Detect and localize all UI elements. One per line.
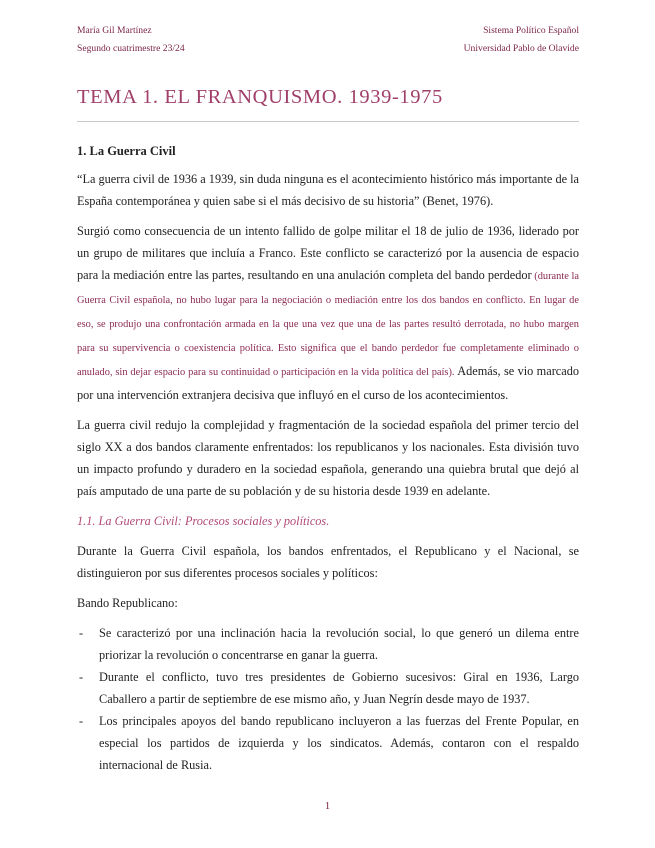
bando-label: Bando Republicano: bbox=[77, 596, 178, 610]
subsection-heading: 1.1. La Guerra Civil: Procesos sociales y políticos. bbox=[77, 514, 330, 528]
page-number: 1 bbox=[324, 800, 331, 812]
document-body bbox=[77, 140, 579, 776]
processes-paragraph: Durante la Guerra Civil española, los bandos enfrentados, el Republicano y el Nacional, se distinguieron por sus diferentes procesos sociales y políticos: bbox=[77, 544, 579, 580]
list-item-text: Durante el conflicto, tuvo tres presidentes de Gobierno sucesivos: Giral en 1936, Largo Caballero a partir de septiembre de ese mismo año, y Juan Negrín desde mayo de 1937. bbox=[99, 670, 579, 706]
document-title: TEMA 1. EL FRANQUISMO. 1939-1975 bbox=[77, 86, 443, 108]
society-paragraph: La guerra civil redujo la complejidad y fragmentación de la sociedad española del primer tercio del siglo XX a dos bandos claramente enfrentados: los republicanos y los nacionales. Esta división tuvo un impacto profundo y duradero en la sociedad española, generando una quiebra brutal que dejó al país amputado de una parte de su población y de su historia desde 1939 en adelante. bbox=[77, 418, 579, 498]
republican-bullet-list bbox=[77, 622, 579, 776]
header-subject: Sistema Político Español bbox=[483, 25, 579, 36]
origin-paragraph bbox=[77, 220, 579, 406]
origin-text-end: Además, se vio marcado por una intervención extranjera decisiva que influyó en el curso de los acontecimientos. bbox=[77, 364, 579, 402]
list-item bbox=[77, 622, 579, 666]
list-item bbox=[77, 666, 579, 710]
quote-paragraph: “La guerra civil de 1936 a 1939, sin duda ninguna es el acontecimiento histórico más importante de la España contemporánea y quien sabe si el más decisivo de su historia” (Benet, 1976). bbox=[77, 172, 579, 208]
title-divider bbox=[77, 121, 579, 122]
origin-text-start: Surgió como consecuencia de un intento fallido de golpe militar el 18 de julio de 1936, liderado por un grupo de militares que incluía a Franco. Este conflicto se caracterizó por la ausencia de espacio para la mediación entre las partes, resultando en una anulación completa del bando perdedor bbox=[77, 224, 579, 282]
section-heading: 1. La Guerra Civil bbox=[77, 144, 176, 158]
header-university: Universidad Pablo de Olavide bbox=[463, 43, 579, 54]
page-header bbox=[77, 22, 579, 58]
header-term: Segundo cuatrimestre 23/24 bbox=[77, 43, 185, 54]
list-item bbox=[77, 710, 579, 776]
bullet-marker: - bbox=[79, 626, 84, 640]
bullet-marker: - bbox=[79, 714, 84, 728]
bullet-marker: - bbox=[79, 670, 84, 684]
origin-explanation-note: (durante la Guerra Civil española, no hubo lugar para la negociación o mediación entre los dos bandos en conflicto. En lugar de eso, se produjo una confrontación armada en la que una vez que una de las partes resultó derrotada, no hubo margen para su supervivencia o coexistencia política. Esto significa que el bando perdedor fue completamente eliminado o anulado, sin dejar espacio para su continuidad o participación en la vida política del país). bbox=[77, 271, 579, 378]
list-item-text: Se caracterizó por una inclinación hacia la revolución social, lo que generó un dilema entre priorizar la revolución o concentrarse en ganar la guerra. bbox=[99, 626, 579, 662]
header-author: María Gil Martínez bbox=[77, 25, 152, 36]
list-item-text: Los principales apoyos del bando republicano incluyeron a las fuerzas del Frente Popular, en especial los partidos de izquierda y los sindicatos. Además, contaron con el respaldo internacional de Rusia. bbox=[99, 714, 579, 772]
